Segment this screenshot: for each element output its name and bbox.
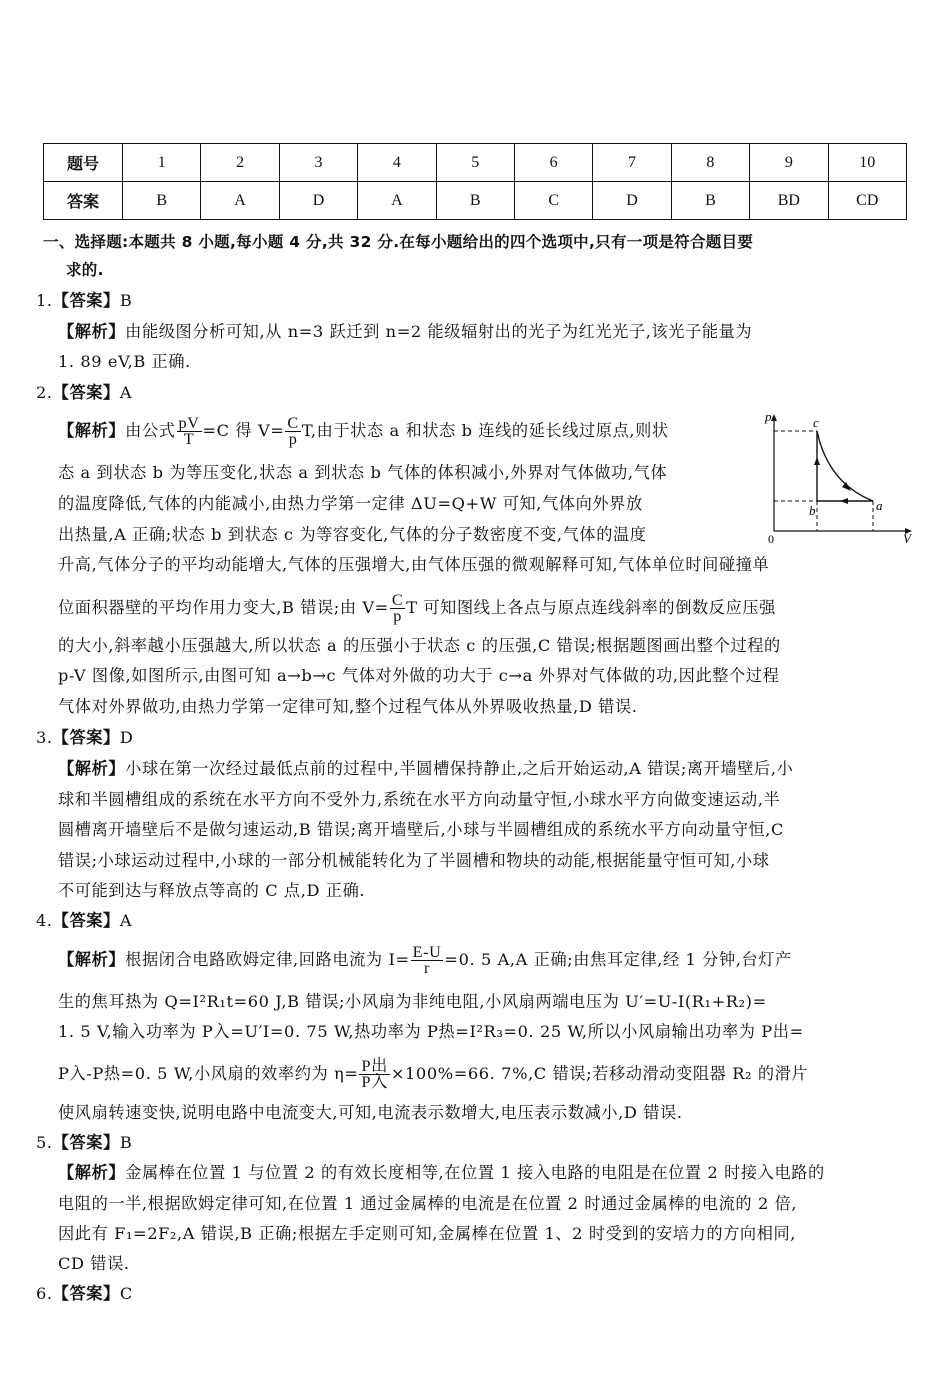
- table-cell-number: 1: [123, 144, 201, 182]
- table-cell-number: 8: [671, 144, 749, 182]
- table-cell-answer: C: [514, 182, 592, 220]
- fraction-pout-over-pin: [359, 1059, 389, 1090]
- q5-answer: B: [119, 1133, 133, 1152]
- table-cell-answer: D: [593, 182, 671, 220]
- fraction-denominator: P入: [361, 1073, 388, 1091]
- q4-text: P入-P热=0. 5 W,小风扇的效率约为 η=: [58, 1064, 359, 1083]
- fraction-denominator: p: [393, 607, 402, 625]
- q2-text: 由公式: [125, 421, 176, 440]
- q3-text: 小球在第一次经过最低点前的过程中,半圆槽保持静止,之后开始运动,A 错误;离开墙壁后,小: [125, 759, 794, 778]
- table-cell-answer: CD: [828, 182, 906, 220]
- q2-text: T,由于状态 a 和状态 b 连线的延长线过原点,则状: [301, 421, 669, 440]
- answer-table: [43, 143, 907, 220]
- arrow-left-icon: [840, 498, 848, 504]
- q5-text-line: 电阻的一半,根据欧姆定律可知,在位置 1 通过金属棒的电流是在位置 2 时通过金属棒的电流的 2 倍,: [58, 1194, 798, 1213]
- fraction-numerator: E-U: [412, 943, 442, 961]
- table-header-number: 题号: [44, 144, 123, 182]
- analysis-label: 【解析】: [58, 759, 126, 778]
- q5-analysis-line: [58, 1159, 825, 1187]
- fraction-denominator: p: [288, 430, 298, 448]
- q3-text-line: 球和半圆槽组成的系统在水平方向不受外力,系统在水平方向动量守恒,小球水平方向做变速运动,半: [58, 790, 781, 809]
- q2-answer: A: [119, 383, 133, 402]
- analysis-label: 【解析】: [58, 322, 126, 341]
- q2-text-line: p-V 图像,如图所示,由图可知 a→b→c 气体对外做的功大于 c→a 外界对气体做的功,因此整个过程: [58, 666, 780, 685]
- point-a-label: a: [876, 498, 883, 513]
- q4-text: 根据闭合电路欧姆定律,回路电流为 I=: [125, 950, 410, 969]
- section-heading: 一、选择题:本题共 8 小题,每小题 4 分,共 32 分.在每小题给出的四个选项中,只有一项是符合题目要: [43, 233, 754, 251]
- q5-text-line: 因此有 F₁=2F₂,A 错误,B 正确;根据左手定则可知,金属棒在位置 1、2 时受到的安培力的方向相同,: [58, 1224, 797, 1243]
- q4-text-line: 1. 5 V,输入功率为 P入=U′I=0. 75 W,热功率为 P热=I²R₃=0. 25 W,所以小风扇输出功率为 P出=: [58, 1022, 804, 1041]
- table-cell-answer: A: [201, 182, 279, 220]
- q4-text-line: 生的焦耳热为 Q=I²R₁t=60 J,B 错误;小风扇为非纯电阻,小风扇两端电压为 U′=U-I(R₁+R₂)=: [58, 992, 767, 1011]
- q2-text-line: 气体对外界做功,由热力学第一定律可知,整个过程气体从外界吸收热量,D 错误.: [58, 697, 638, 716]
- origin-label: 0: [768, 532, 774, 545]
- analysis-label: 【解析】: [58, 1163, 126, 1182]
- fraction-e-minus-u-over-r: [411, 945, 444, 976]
- point-c-label: c: [813, 415, 819, 430]
- table-cell-number: 2: [201, 144, 279, 182]
- q4-text: =0. 5 A,A 正确;由焦耳定律,经 1 分钟,台灯产: [444, 950, 792, 969]
- q5-answer-line: [36, 1129, 132, 1157]
- answer-label: 【答案】: [52, 728, 120, 747]
- answer-label: 【答案】: [52, 1133, 120, 1152]
- table-cell-number: 7: [593, 144, 671, 182]
- q3-answer-line: [36, 724, 133, 752]
- q5-number: 5.: [36, 1133, 53, 1152]
- q2-text-line: 的温度降低,气体的内能减小,由热力学第一定律 ΔU=Q+W 可知,气体向外界放: [58, 494, 643, 513]
- q3-analysis-line: [58, 755, 793, 783]
- table-cell-answer: A: [358, 182, 436, 220]
- q2-text: 位面积器壁的平均作用力变大,B 错误;由 V=: [58, 598, 389, 617]
- table-cell-number: 10: [828, 144, 906, 182]
- q4-text: ×100%=66. 7%,C 错误;若移动滑动变阻器 R₂ 的滑片: [390, 1064, 809, 1083]
- q4-analysis-line: [58, 945, 792, 976]
- table-cell-answer: B: [436, 182, 514, 220]
- p-label: p: [765, 409, 772, 424]
- q2-number: 2.: [36, 383, 53, 402]
- v-label: V: [903, 531, 911, 545]
- fraction-numerator: pV: [178, 414, 200, 432]
- q1-analysis-line: [58, 318, 752, 346]
- answer-label: 【答案】: [52, 383, 120, 402]
- fraction-denominator: r: [424, 959, 431, 977]
- table-cell-answer: D: [279, 182, 357, 220]
- analysis-label: 【解析】: [58, 421, 126, 440]
- fraction-denominator: T: [183, 430, 195, 448]
- table-cell-answer: B: [123, 182, 201, 220]
- fraction-numerator: P出: [361, 1057, 388, 1075]
- q4-text-line: [58, 1059, 808, 1090]
- p-axis-arrow-icon: [771, 414, 777, 421]
- table-header-answer: 答案: [44, 182, 123, 220]
- q2-text-line: 的大小,斜率越小压强越大,所以状态 a 的压强小于状态 c 的压强,C 错误;根据题图画出整个过程的: [58, 636, 781, 655]
- q2-text: T 可知图线上各点与原点连线斜率的倒数反应压强: [406, 598, 776, 617]
- fraction-c-over-p: [390, 593, 405, 624]
- table-row-numbers: [44, 144, 907, 182]
- q1-text: 由能级图分析可知,从 n=3 跃迁到 n=2 能级辐射出的光子为红光光子,该光子能量为: [125, 322, 753, 341]
- table-cell-number: 3: [279, 144, 357, 182]
- table-cell-number: 9: [750, 144, 828, 182]
- q2-answer-line: [36, 379, 132, 407]
- q2-analysis-line: [58, 416, 669, 447]
- q4-answer: A: [119, 911, 133, 930]
- q1-number: 1.: [36, 291, 53, 310]
- q4-number: 4.: [36, 911, 53, 930]
- q5-text: 金属棒在位置 1 与位置 2 的有效长度相等,在位置 1 接入电路的电阻是在位置 2 时接入电路的: [125, 1163, 825, 1182]
- point-b-label: b: [809, 503, 816, 518]
- process-c-a: [817, 431, 873, 501]
- fraction-c-over-p: [285, 416, 300, 447]
- q4-text-line: 使风扇转速变快,说明电路中电流变大,可知,电流表示数增大,电压表示数减小,D 错误.: [58, 1103, 683, 1122]
- analysis-label: 【解析】: [58, 950, 126, 969]
- q1-answer: B: [119, 291, 133, 310]
- section-heading-cont: 求的.: [66, 261, 104, 279]
- q4-answer-line: [36, 907, 132, 935]
- q1-text-line: 1. 89 eV,B 正确.: [58, 352, 191, 371]
- arrow-curve-icon: [842, 482, 851, 491]
- answer-label: 【答案】: [52, 1284, 120, 1303]
- table-cell-number: 4: [358, 144, 436, 182]
- fraction-numerator: C: [391, 591, 404, 609]
- fraction-numerator: C: [287, 414, 299, 432]
- q3-text-line: 错误;小球运动过程中,小球的一部分机械能转化为了半圆槽和物块的动能,根据能量守恒可知,小球: [58, 851, 770, 870]
- q2-text: =C 得 V=: [202, 421, 285, 440]
- pv-diagram: [762, 405, 922, 545]
- q3-number: 3.: [36, 728, 53, 747]
- q1-answer-line: [36, 287, 132, 315]
- answer-label: 【答案】: [52, 291, 120, 310]
- q2-text-line: 升高,气体分子的平均动能增大,气体的压强增大,由气体压强的微观解释可知,气体单位时间碰撞单: [58, 555, 770, 574]
- q6-answer: C: [119, 1284, 133, 1303]
- q2-text-line: 态 a 到状态 b 为等压变化,状态 a 到状态 b 气体的体积减小,外界对气体做功,气体: [58, 463, 668, 482]
- table-cell-answer: BD: [750, 182, 828, 220]
- q3-text-line: 不可能到达与释放点等高的 C 点,D 正确.: [58, 881, 366, 900]
- table-cell-answer: B: [671, 182, 749, 220]
- q6-number: 6.: [36, 1284, 53, 1303]
- q2-text-line: 出热量,A 正确;状态 b 到状态 c 为等容变化,气体的分子数密度不变,气体的温度: [58, 525, 647, 544]
- q6-answer-line: [36, 1280, 133, 1308]
- arrow-up-icon: [814, 457, 820, 465]
- fraction-pv-over-t: [177, 416, 202, 447]
- table-row-answers: [44, 182, 907, 220]
- q5-text-line: CD 错误.: [58, 1254, 130, 1273]
- answer-label: 【答案】: [52, 911, 120, 930]
- q2-text-line: [58, 593, 776, 624]
- q3-answer: D: [119, 728, 134, 747]
- q3-text-line: 圆槽离开墙壁后不是做匀速运动,B 错误;离开墙壁后,小球与半圆槽组成的系统水平方向动量守恒,C: [58, 820, 785, 839]
- table-cell-number: 6: [514, 144, 592, 182]
- table-cell-number: 5: [436, 144, 514, 182]
